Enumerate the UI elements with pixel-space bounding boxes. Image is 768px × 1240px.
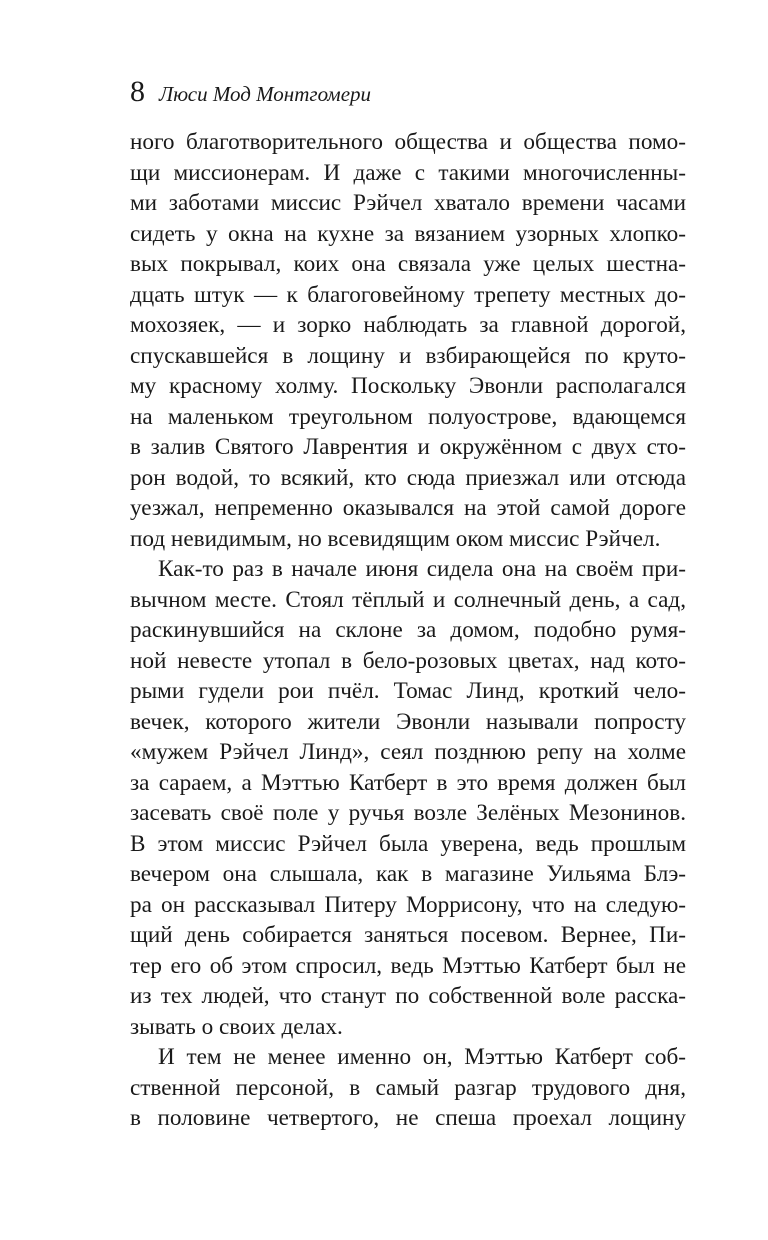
paragraph-start-line: Как-то раз в начале июня сидела она на своём при- — [158, 556, 686, 582]
text-line: на маленьком треугольном полуострове, вдающемся — [130, 403, 686, 430]
text-line: ного благотворительного общества и общества помо- — [130, 129, 686, 155]
running-head — [130, 72, 371, 112]
text-line: вычном месте. Стоял тёплый и солнечный день, а сад, — [130, 586, 686, 613]
text-line: вечек, которого жители Эвонли называли попросту — [130, 708, 686, 735]
text-line: «мужем Рэйчел Линд», сеял позднюю репу на холме — [130, 739, 686, 765]
text-line: в залив Святого Лаврентия и окружённом с двух сто- — [130, 434, 686, 460]
text-line: рон водой, то всякий, кто сюда приезжал или отсюда — [130, 464, 686, 491]
text-line: за сараем, а Мэттью Катберт в это время должен был — [130, 769, 686, 796]
text-line: рыми гудели рои пчёл. Томас Линд, кроткий чело- — [130, 678, 686, 704]
text-line: раскинувшийся на склоне за домом, подобно румя- — [130, 617, 686, 643]
text-line: ра он рассказывал Питеру Моррисону, что на следую- — [130, 891, 686, 918]
text-line: щи миссионерам. И даже с такими многочисленны- — [130, 159, 686, 186]
text-line: дцать штук — к благоговейному трепету местных до- — [130, 281, 686, 308]
text-line: под невидимым, но всевидящим оком миссис Рэйчел. — [130, 525, 661, 552]
text-line: щий день собирается заняться посевом. Вернее, Пи- — [130, 922, 686, 948]
text-line: му красному холму. Поскольку Эвонли располагался — [130, 373, 686, 399]
text-line: вечером она слышала, как в магазине Уильяма Блэ- — [130, 861, 686, 887]
text-line: уезжал, непременно оказывался на этой самой дороге — [130, 495, 686, 521]
text-line: вых покрывал, коих она связала уже целых шестна- — [130, 251, 686, 277]
text-line: ми заботами миссис Рэйчел хватало времени часами — [130, 190, 686, 216]
text-line: сидеть у окна на кухне за вязанием узорных хлопко- — [130, 220, 686, 247]
text-line: спускавшейся в лощину и взбирающейся по круто- — [130, 342, 686, 369]
text-line: в половине четвертого, не спеша проехал лощину — [130, 1105, 686, 1131]
page-number: 8 — [130, 75, 145, 108]
running-title: Люси Мод Монтгомери — [159, 82, 372, 106]
text-line: мохозяек, — и зорко наблюдать за главной дорогой, — [130, 312, 686, 338]
text-line: тер его об этом спросил, ведь Мэттью Катберт был не — [130, 952, 686, 979]
text-line: ной невесте утопал в бело-розовых цветах, над кото- — [130, 647, 686, 674]
body-text — [130, 127, 686, 1134]
text-line: ственной персоной, в самый разгар трудового дня, — [130, 1074, 686, 1101]
paragraph-start-line: И тем не менее именно он, Мэттью Катберт соб- — [158, 1044, 686, 1070]
text-line: засевать своё поле у ручья возле Зелёных Мезонинов. — [130, 800, 686, 826]
text-line: В этом миссис Рэйчел была уверена, ведь прошлым — [130, 830, 686, 857]
text-line: зывать о своих делах. — [130, 1013, 343, 1040]
text-line: из тех людей, что станут по собственной воле расска- — [130, 983, 686, 1009]
